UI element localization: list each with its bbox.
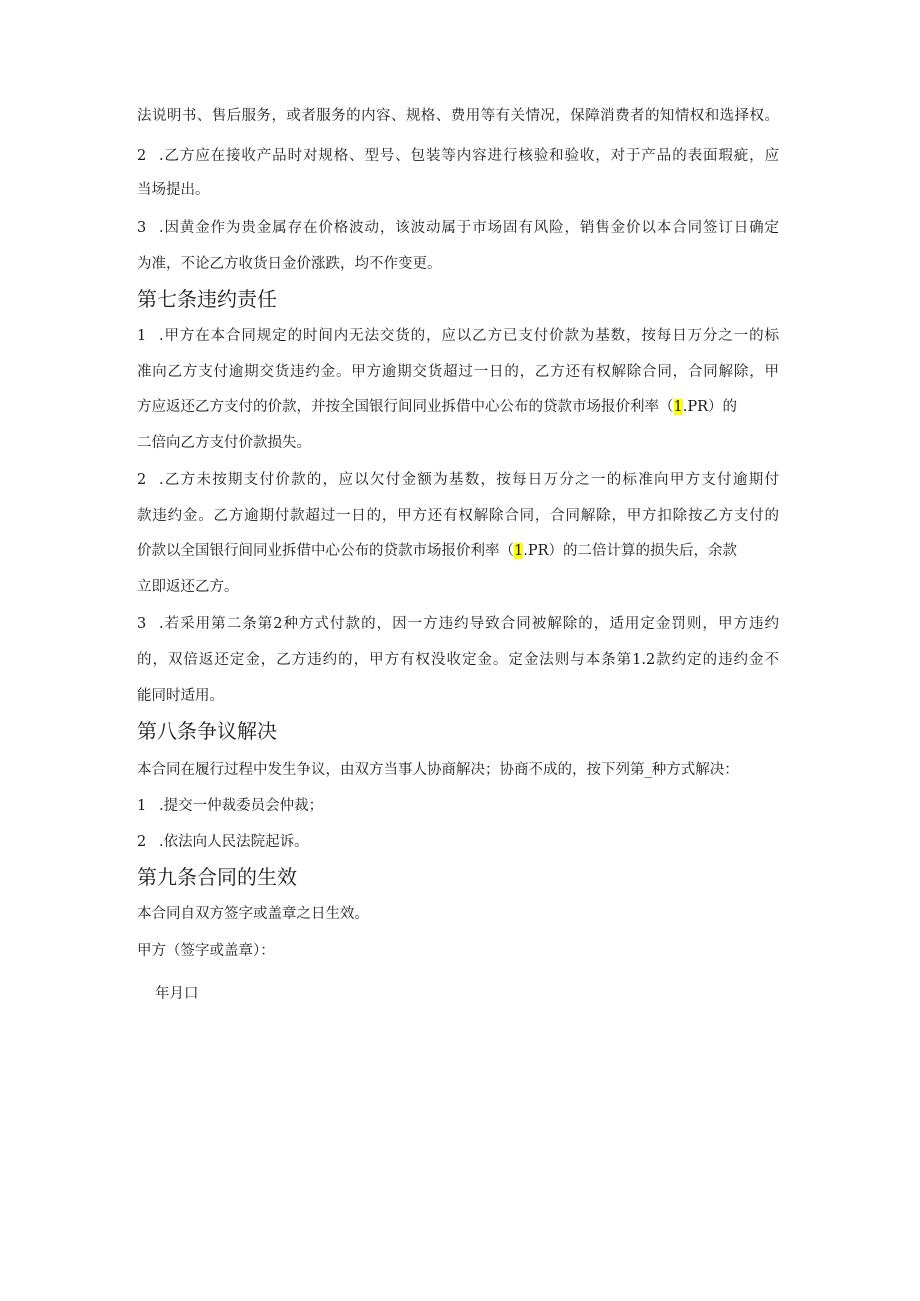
text-segment: .PR）的 (682, 399, 738, 415)
text-segment: .甲方在本合同规定的时间内无法交货的，应以乙方已支付价款为基数，按每日万分之一的标 (159, 328, 779, 344)
text-line: 的，双倍返还定金，乙方违约的，甲方有权没收定金。定金法则与本条第1.2款约定的违约金不 (137, 652, 779, 668)
article-9-heading: 第九条合同的生效 (137, 865, 297, 889)
party-a-signature-label: 甲方（签字或盖章）： (137, 943, 275, 959)
list-number: 2 (137, 148, 147, 164)
list-number: 2 (137, 472, 147, 488)
article-7-heading: 第七条违约责任 (137, 287, 277, 311)
text-segment: .依法向人民法院起诉。 (159, 834, 309, 850)
article-8-heading: 第八条争议解决 (137, 719, 277, 743)
text-line: 能同时适用。 (137, 688, 224, 704)
list-number: 2 (137, 834, 147, 850)
text-line (137, 326, 779, 346)
list-item (137, 796, 323, 816)
text-line (137, 614, 779, 634)
list-number: 1 (137, 328, 147, 344)
text-segment: 方应返还乙方支付的价款，并按全国银行间同业拆借中心公布的贷款市场报价利率（ (137, 399, 674, 415)
text-line: 准向乙方支付逾期交货违约金。甲方逾期交货超过一日的，乙方还有权解除合同，合同解除，甲 (137, 364, 779, 380)
text-segment: .乙方应在接收产品时对规格、型号、包装等内容进行核验和验收，对于产品的表面瑕疵，应 (159, 148, 779, 164)
text-line: 款违约金。乙方逾期付款超过一日的，甲方还有权解除合同，合同解除，甲方扣除按乙方支付的 (137, 508, 779, 524)
highlighted-text: 1 (673, 399, 683, 415)
list-item (137, 832, 309, 852)
text-line (137, 218, 779, 238)
text-segment: .提交一仲裁委员会仲裁； (159, 798, 324, 814)
text-line (137, 541, 737, 561)
list-number: 3 (137, 616, 147, 632)
list-number: 3 (137, 220, 147, 236)
text-line: 本合同自双方签字或盖章之日生效。 (137, 906, 369, 922)
text-segment: 价款以全国银行间同业拆借中心公布的贷款市场报价利率（ (137, 543, 514, 559)
text-line: 为准，不论乙方收货日金价涨跌，均不作变更。 (137, 256, 442, 272)
text-segment: .因黄金作为贵金属存在价格波动，该波动属于市场固有风险，销售金价以本合同签订日确定 (159, 220, 779, 236)
text-line: 法说明书、售后服务，或者服务的内容、规格、费用等有关情况，保障消费者的知情权和选择权。 (137, 108, 779, 124)
text-line (137, 146, 779, 166)
highlighted-text: 1 (514, 543, 524, 559)
text-line: 二倍向乙方支付价款损失。 (137, 435, 311, 451)
text-line: 本合同在履行过程中发生争议，由双方当事人协商解决；协商不成的，按下列第_种方式解决： (137, 762, 739, 778)
text-segment: .PR）的二倍计算的损失后，余款 (523, 543, 738, 559)
text-line: 当场提出。 (137, 182, 210, 198)
text-segment: .乙方未按期支付价款的，应以欠付金额为基数，按每日万分之一的标准向甲方支付逾期付 (159, 472, 779, 488)
list-number: 1 (137, 798, 147, 814)
text-line: 立即返还乙方。 (137, 579, 239, 595)
text-line (137, 470, 779, 490)
text-line (137, 397, 737, 417)
date-label: 年月口 (155, 986, 199, 1002)
text-segment: .若采用第二条第2种方式付款的，因一方违约导致合同被解除的，适用定金罚则，甲方违约 (159, 616, 779, 632)
